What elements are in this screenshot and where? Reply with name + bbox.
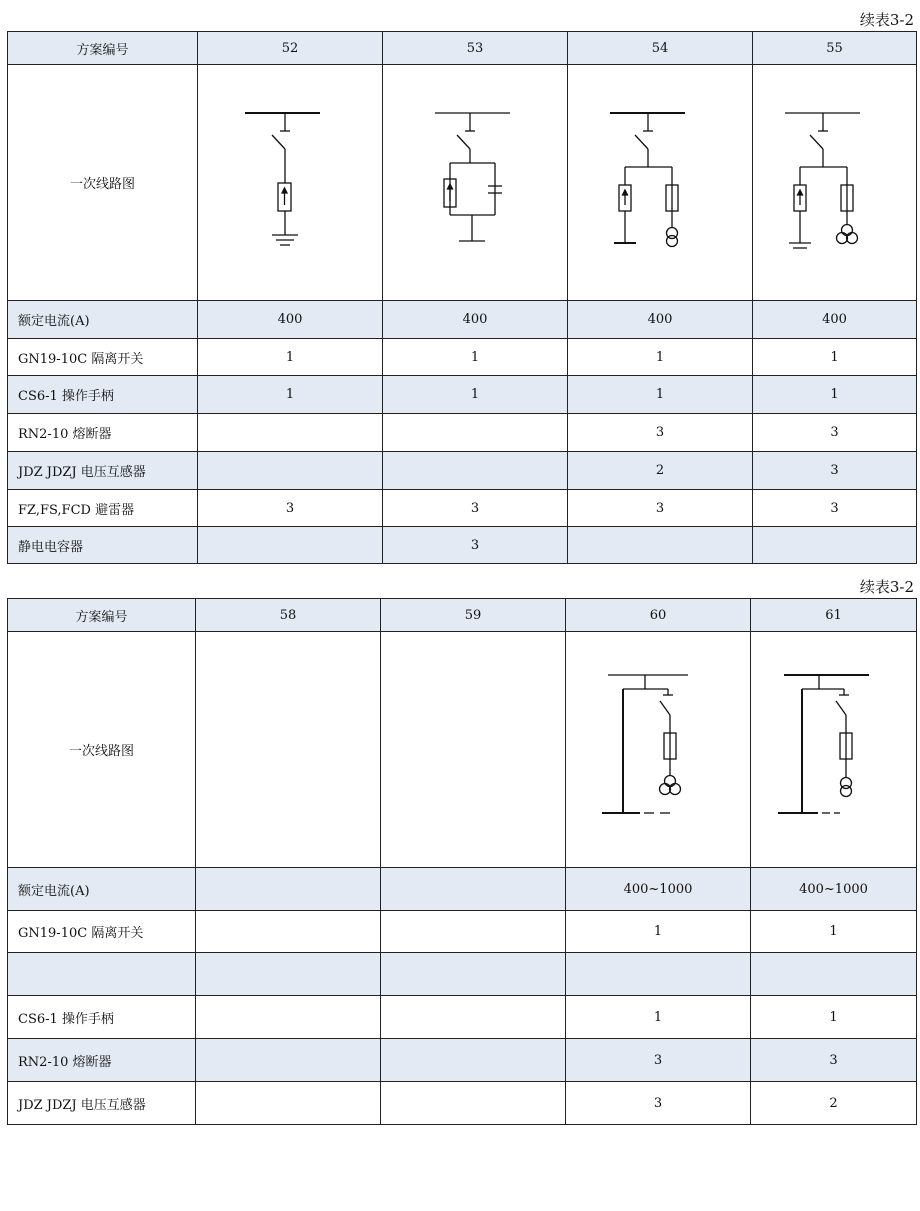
table-cell [381, 1039, 566, 1082]
diagram-cell [381, 632, 566, 868]
table-cell: 1 [753, 376, 917, 414]
table-cell [381, 953, 566, 996]
diagram-cell [383, 65, 568, 301]
table-cell [381, 868, 566, 911]
diagram-label: 一次线路图 [8, 65, 198, 301]
row-label: 额定电流(A) [8, 301, 198, 339]
wiring-diagram-61 [774, 665, 894, 835]
row-label: 额定电流(A) [8, 868, 196, 911]
scheme-table-2 [7, 598, 917, 1125]
diagram-label: 一次线路图 [8, 632, 196, 868]
table-cell: 3 [751, 1039, 917, 1082]
diagram-cell [753, 65, 917, 301]
table-cell: 3 [383, 490, 568, 527]
table-cell: 2 [568, 452, 753, 490]
table-cell: 1 [198, 339, 383, 376]
table-cell [383, 452, 568, 490]
table-cell [568, 527, 753, 564]
table-cell: 1 [198, 376, 383, 414]
diagram-cell [566, 632, 751, 868]
table-cell: 400~1000 [751, 868, 917, 911]
table-cell: 3 [753, 414, 917, 452]
table-row [8, 911, 917, 953]
table-cell [196, 1082, 381, 1125]
table-row [8, 527, 917, 564]
table-cell: 1 [383, 339, 568, 376]
column-header: 58 [196, 599, 381, 632]
diagram-cell [198, 65, 383, 301]
diagram-cell [568, 65, 753, 301]
diagram-row [8, 632, 917, 868]
table-cell [196, 1039, 381, 1082]
diagram-cell [196, 632, 381, 868]
table-cell: 3 [568, 490, 753, 527]
row-label: RN2-10 熔断器 [8, 1039, 196, 1082]
row-label: GN19-10C 隔离开关 [8, 339, 198, 376]
row-label: JDZ JDZJ 电压互感器 [8, 1082, 196, 1125]
table-cell: 2 [751, 1082, 917, 1125]
table-row [8, 301, 917, 339]
table-row [8, 490, 917, 527]
wiring-diagram-55 [775, 103, 895, 263]
wiring-diagram-52 [230, 103, 350, 263]
wiring-diagram-60 [598, 665, 718, 835]
table-cell: 3 [753, 452, 917, 490]
table-cell: 1 [751, 996, 917, 1039]
row-label: CS6-1 操作手柄 [8, 376, 198, 414]
table-cell [381, 996, 566, 1039]
table-row [8, 1039, 917, 1082]
table-row [8, 376, 917, 414]
table-cell: 1 [566, 911, 751, 953]
table-cell: 400 [753, 301, 917, 339]
table-cell: 1 [751, 911, 917, 953]
table-cell [383, 414, 568, 452]
row-label: JDZ JDZJ 电压互感器 [8, 452, 198, 490]
column-header: 53 [383, 32, 568, 65]
column-header: 61 [751, 599, 917, 632]
table-cell [753, 527, 917, 564]
header-row [8, 599, 917, 632]
column-header: 59 [381, 599, 566, 632]
table-row [8, 1082, 917, 1125]
table-cell: 1 [383, 376, 568, 414]
table-cell: 1 [568, 376, 753, 414]
table-cell: 400 [198, 301, 383, 339]
table-cell [198, 527, 383, 564]
wiring-diagram-53 [415, 103, 535, 263]
table-cell [198, 414, 383, 452]
table-cell: 3 [753, 490, 917, 527]
table-cell: 400 [568, 301, 753, 339]
column-header: 54 [568, 32, 753, 65]
column-header: 52 [198, 32, 383, 65]
table-cell: 400~1000 [566, 868, 751, 911]
table-cell [196, 868, 381, 911]
row-label: FZ,FS,FCD 避雷器 [8, 490, 198, 527]
diagram-cell [751, 632, 917, 868]
table-cell: 3 [383, 527, 568, 564]
header-row [8, 32, 917, 65]
table-row [8, 868, 917, 911]
header-label: 方案编号 [8, 32, 198, 65]
table-cell [196, 996, 381, 1039]
table-cell [196, 953, 381, 996]
wiring-diagram-54 [600, 103, 720, 263]
row-label: RN2-10 熔断器 [8, 414, 198, 452]
diagram-row [8, 65, 917, 301]
header-label: 方案编号 [8, 599, 196, 632]
table-cell: 1 [568, 339, 753, 376]
table-cell: 3 [568, 414, 753, 452]
table-cell [566, 953, 751, 996]
table-row [8, 452, 917, 490]
column-header: 60 [566, 599, 751, 632]
table-row [8, 996, 917, 1039]
table-cell: 1 [566, 996, 751, 1039]
row-label: GN19-10C 隔离开关 [8, 911, 196, 953]
table-cell: 3 [566, 1082, 751, 1125]
table-cell [381, 911, 566, 953]
table-cell: 3 [566, 1039, 751, 1082]
scheme-table-1 [7, 31, 917, 564]
table-cell: 1 [753, 339, 917, 376]
table-cell [381, 1082, 566, 1125]
column-header: 55 [753, 32, 917, 65]
row-label [8, 953, 196, 996]
table1-caption: 续表3-2 [859, 11, 914, 29]
table-cell [198, 452, 383, 490]
table-cell: 3 [198, 490, 383, 527]
row-label: 静电电容器 [8, 527, 198, 564]
table-cell [196, 911, 381, 953]
table-row [8, 339, 917, 376]
table2-caption: 续表3-2 [859, 578, 914, 596]
table-cell [751, 953, 917, 996]
table-row [8, 953, 917, 996]
table-row [8, 414, 917, 452]
row-label: CS6-1 操作手柄 [8, 996, 196, 1039]
table-cell: 400 [383, 301, 568, 339]
